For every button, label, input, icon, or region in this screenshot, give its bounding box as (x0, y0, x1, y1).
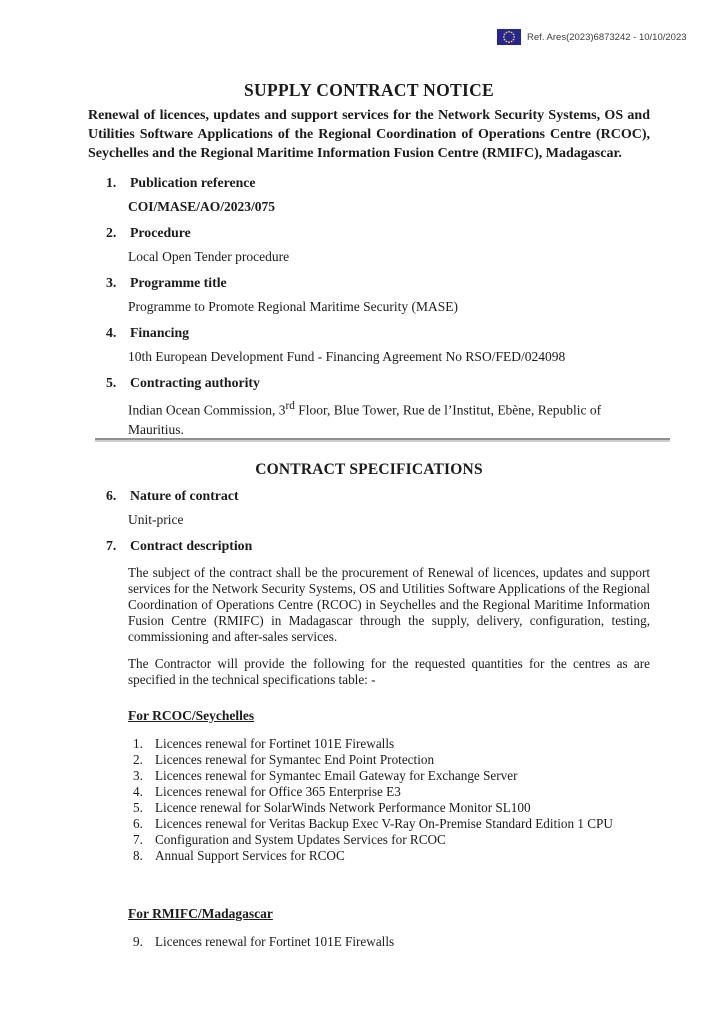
item-number: 3. (106, 275, 117, 290)
contracting-authority-value (128, 397, 650, 439)
list-item (133, 832, 650, 848)
publication-reference-value: COI/MASE/AO/2023/075 (128, 199, 276, 214)
list-item-text: Licences renewal for Fortinet 101E Firewalls (155, 735, 395, 751)
item-heading: Nature of contract (130, 487, 239, 503)
item-number: 5. (106, 375, 117, 390)
notice-item-programme-title (88, 275, 650, 291)
rcoc-item-list (133, 736, 650, 864)
item-number: 7. (106, 537, 117, 553)
notice-item-publication-reference (88, 175, 650, 191)
list-item (133, 848, 650, 864)
procedure-value: Local Open Tender procedure (128, 249, 290, 264)
address-part: Indian Ocean Commission, 3 (128, 402, 286, 418)
list-item-number: 3. (133, 767, 143, 783)
eu-flag-icon (497, 29, 521, 45)
list-item-text: Licences renewal for Fortinet 101E Firewalls (155, 933, 395, 949)
list-item-text: Licences renewal for Office 365 Enterprise E3 (155, 783, 401, 799)
list-item-number: 4. (133, 783, 143, 799)
item-number: 4. (106, 325, 117, 340)
notice-item-financing (88, 325, 650, 341)
list-item (133, 768, 650, 784)
list-item (133, 934, 650, 950)
list-item (133, 816, 650, 832)
list-item (133, 784, 650, 800)
list-item (133, 752, 650, 768)
list-item-text: Licences renewal for Veritas Backup Exec V-Ray On-Premise Standard Edition 1 CPU (155, 815, 613, 831)
notice-subtitle: Renewal of licences, updates and support services for the Network Security Systems, OS and Utilities Software Applications of the Regional Coordination of Operations Centre (RCOC), Seychelles and the Regional Maritime Information Fusion Centre (RMIFC), Madagascar. (88, 108, 650, 161)
list-item-text: Configuration and System Updates Services for RCOC (155, 831, 446, 847)
list-item-number: 5. (133, 799, 143, 815)
list-item-text: Licences renewal for Symantec End Point Protection (155, 751, 435, 767)
list-item-number: 7. (133, 831, 143, 847)
nature-of-contract-value: Unit-price (128, 511, 184, 527)
notice-item-procedure (88, 225, 650, 241)
rmifc-item-list (133, 934, 650, 950)
financing-value: 10th European Development Fund - Financing Agreement No RSO/FED/024098 (128, 349, 566, 364)
list-item (133, 736, 650, 752)
registration-ref (497, 29, 687, 45)
spec-item-nature-of-contract (88, 488, 650, 504)
group-heading-rcoc-seychelles: For RCOC/Seychelles (128, 707, 255, 723)
item-heading: Publication reference (130, 175, 256, 190)
contract-description-paragraph: The subject of the contract shall be the procurement of Renewal of licences, updates and support services for the Network Security Systems, OS and Utilities Software Applications of the Regional Coordination of Operations Centre (RCOC) in Seychelles and the Regional Maritime Information Fusion Centre (RMIFC) in Madagascar through the supply, delivery, configuration, testing, commissioning and after-sales services. (128, 564, 650, 644)
list-item-text: Licence renewal for SolarWinds Network Performance Monitor SL100 (155, 799, 531, 815)
list-item (133, 800, 650, 816)
address-part: Floor, Blue Tower, Rue de l’Institut, Ebène, Republic of Mauritius. (128, 402, 602, 437)
item-heading: Programme title (130, 275, 227, 290)
list-item-text: Licences renewal for Symantec Email Gateway for Exchange Server (155, 767, 518, 783)
list-item-number: 9. (133, 933, 143, 949)
item-number: 6. (106, 487, 117, 503)
document-content (88, 80, 650, 950)
item-number: 1. (106, 175, 117, 190)
notice-item-contracting-authority (88, 375, 650, 391)
item-heading: Contract description (130, 537, 253, 553)
list-item-number: 1. (133, 735, 143, 751)
group-heading-rmifc-madagascar: For RMIFC/Madagascar (128, 905, 273, 921)
ref-ares-text: Ref. Ares(2023)6873242 - 10/10/2023 (527, 31, 687, 43)
section-title-contract-specifications: CONTRACT SPECIFICATIONS (255, 460, 483, 478)
page-title: SUPPLY CONTRACT NOTICE (243, 80, 495, 100)
spec-item-contract-description (88, 538, 650, 554)
item-number: 2. (106, 225, 117, 240)
list-item-number: 8. (133, 847, 143, 863)
item-heading: Contracting authority (130, 375, 260, 390)
item-heading: Procedure (130, 225, 191, 240)
programme-title-value: Programme to Promote Regional Maritime Security (MASE) (128, 299, 458, 314)
list-item-number: 6. (133, 815, 143, 831)
ordinal-superscript: rd (285, 400, 295, 412)
contractor-provide-paragraph: The Contractor will provide the following for the requested quantities for the centres as are specified in the technical specifications table: - (128, 655, 650, 687)
list-item-text: Annual Support Services for RCOC (155, 847, 345, 863)
list-item-number: 2. (133, 751, 143, 767)
item-heading: Financing (130, 325, 190, 340)
